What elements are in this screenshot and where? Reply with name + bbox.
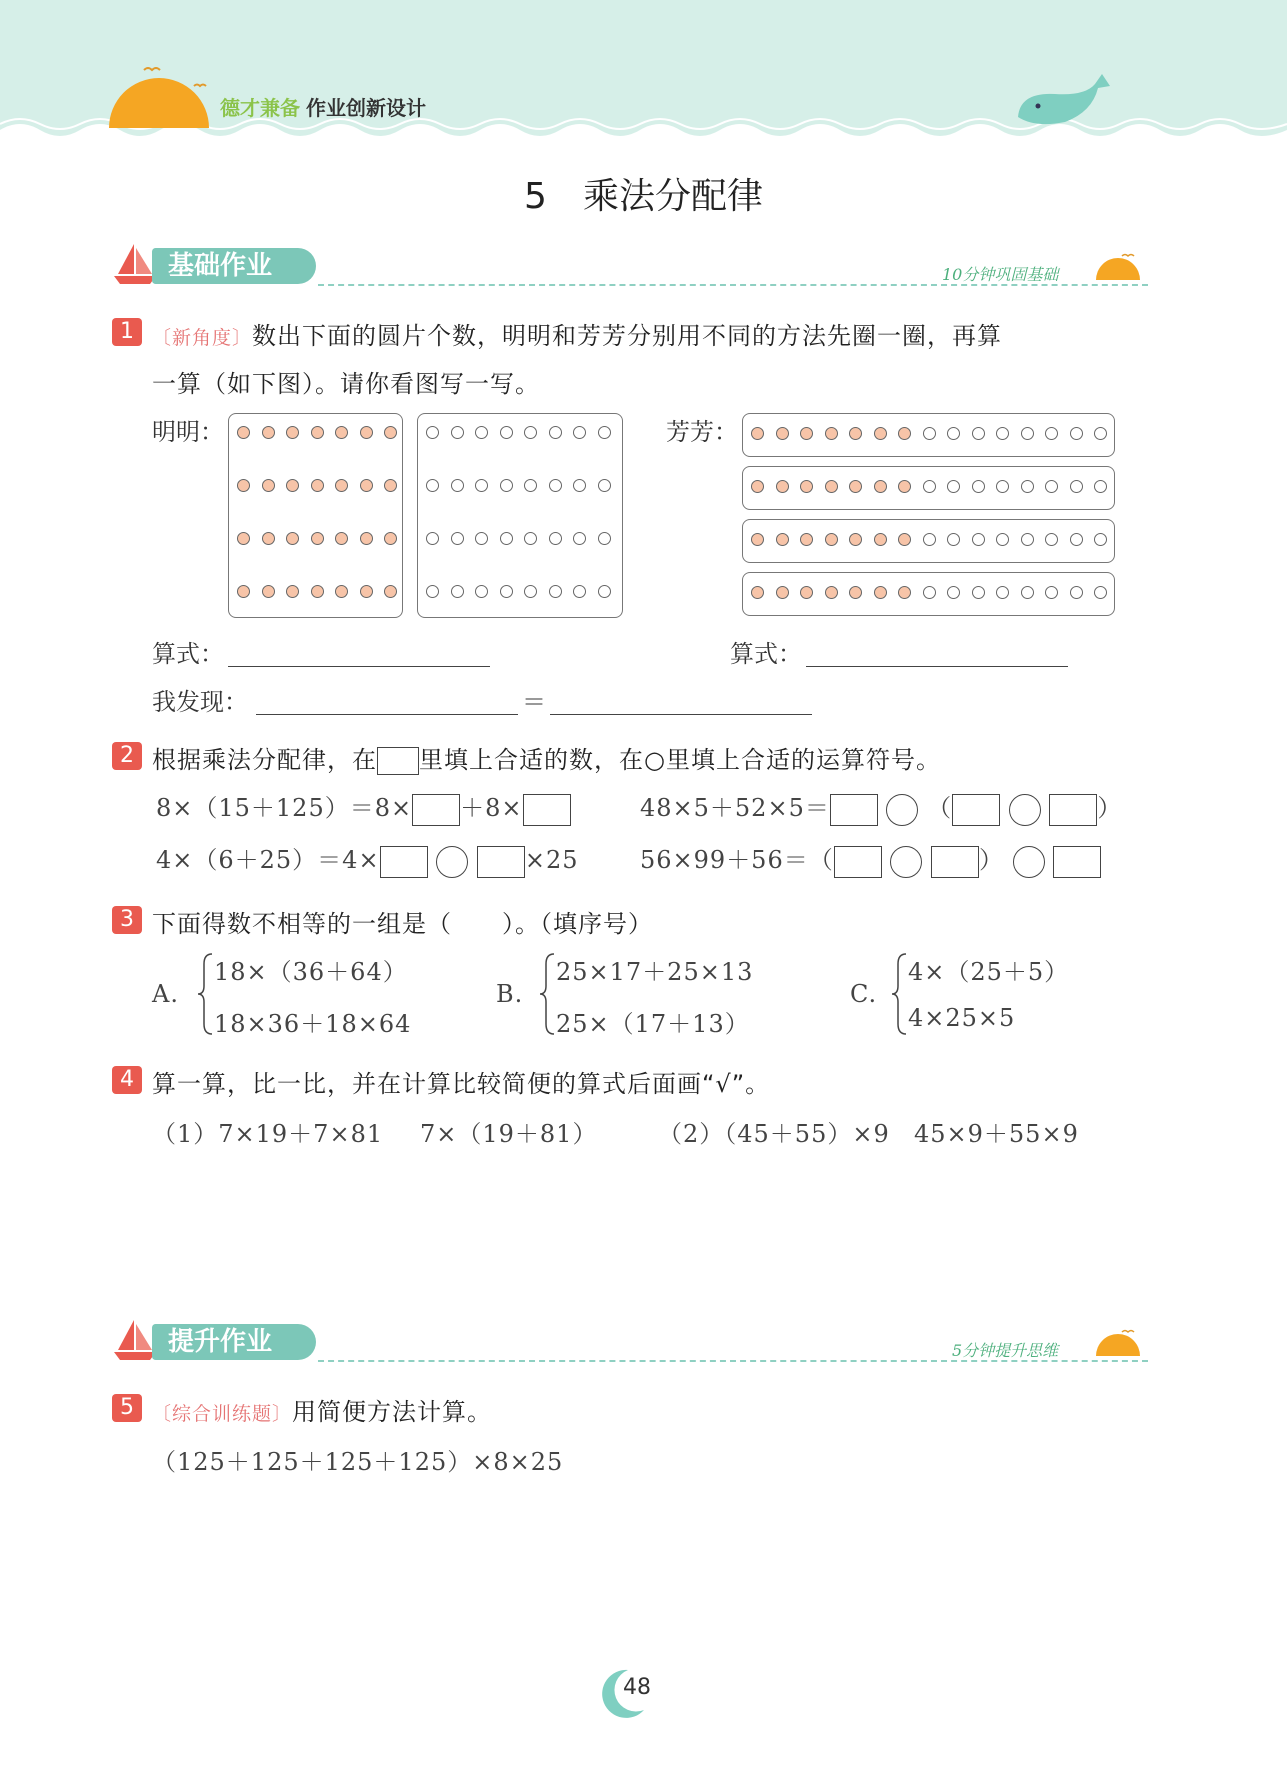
counter-dot: [923, 533, 936, 546]
mingming-group-right: [417, 413, 623, 618]
counter-dot: [874, 427, 887, 440]
fangfang-row: [742, 413, 1115, 457]
counter-dot: [1094, 480, 1107, 493]
counter-dot: [800, 480, 813, 493]
counter-dot: [237, 426, 250, 439]
counter-dot: [776, 480, 789, 493]
counter-dot: [923, 586, 936, 599]
counter-dot: [384, 532, 397, 545]
counter-dot: [751, 427, 764, 440]
counter-dot: [1070, 533, 1083, 546]
counter-dot: [311, 532, 324, 545]
counter-dot: [311, 479, 324, 492]
answer-box[interactable]: [931, 846, 979, 878]
counter-dot: [1021, 427, 1034, 440]
option-label-c: C.: [850, 980, 878, 1008]
operator-circle[interactable]: [890, 846, 922, 878]
mingming-label: 明明：: [152, 418, 224, 446]
question-number: 3: [112, 906, 142, 934]
question-text: 数出下面的圆片个数，明明和芳芳分别用不同的方法先圈一圈，再算: [252, 322, 1003, 350]
operator-circle[interactable]: [1009, 794, 1041, 826]
answer-blank[interactable]: [550, 714, 812, 715]
counter-dot: [1094, 533, 1107, 546]
answer-box[interactable]: [523, 794, 571, 826]
equation-text: ）: [979, 846, 1005, 874]
counter-dot: [898, 427, 911, 440]
counter-dot: [898, 480, 911, 493]
counter-dot: [384, 479, 397, 492]
counter-dot: [262, 426, 275, 439]
counter-dot: [1045, 586, 1058, 599]
counter-dot: [1070, 586, 1083, 599]
answer-box[interactable]: [477, 846, 525, 878]
answer-box[interactable]: [1053, 846, 1101, 878]
equation-text: 8×（15＋125）＝8×: [156, 794, 413, 822]
counter-dot: [947, 427, 960, 440]
counter-dot: [335, 532, 348, 545]
counter-dot: [573, 585, 586, 598]
counter-dot: [573, 479, 586, 492]
counter-dot: [825, 480, 838, 493]
option-c-top: 4×（25＋5）: [908, 958, 1070, 986]
counter-dot: [825, 533, 838, 546]
option-b-top: 25×17＋25×13: [556, 958, 754, 986]
counter-dot: [335, 585, 348, 598]
counter-dot: [573, 532, 586, 545]
counter-dot: [549, 426, 562, 439]
counter-dot: [776, 533, 789, 546]
option-label-a: A.: [152, 980, 179, 1008]
brace-symbol: [890, 952, 910, 1036]
counter-dot: [1045, 533, 1058, 546]
counter-dot: [524, 532, 537, 545]
question-text: 下面得数不相等的一组是（ ）。（填序号）: [152, 910, 653, 938]
counter-dot: [426, 426, 439, 439]
brand-green-text: 德才兼备: [220, 96, 300, 120]
counter-dot: [1021, 480, 1034, 493]
counter-dot: [1045, 480, 1058, 493]
question-tag: 〔综合训练题〕: [152, 1403, 293, 1425]
counter-dot: [1070, 427, 1083, 440]
question-number: 2: [112, 742, 142, 770]
counter-dot: [451, 426, 464, 439]
counter-dot: [286, 532, 299, 545]
counter-dot: [800, 586, 813, 599]
counter-dot: [500, 532, 513, 545]
formula-label: 算式：: [730, 640, 802, 668]
equation-text: ＋8×: [460, 794, 523, 822]
mingming-group-left: [228, 413, 403, 618]
counter-dot: [426, 532, 439, 545]
counter-dot: [874, 480, 887, 493]
counter-dot: [451, 479, 464, 492]
counter-dot: [360, 585, 373, 598]
counter-dot: [335, 426, 348, 439]
fangfang-label: 芳芳：: [666, 418, 738, 446]
counter-dot: [598, 585, 611, 598]
counter-dot: [751, 533, 764, 546]
operator-circle[interactable]: [886, 794, 918, 826]
equation-text: （: [927, 794, 953, 822]
expression: （1）7×19＋7×81: [152, 1120, 384, 1148]
counter-dot: [1070, 480, 1083, 493]
counter-dot: [947, 533, 960, 546]
counter-dot: [1094, 427, 1107, 440]
operator-circle[interactable]: [436, 846, 468, 878]
answer-box[interactable]: [834, 846, 882, 878]
counter-dot: [311, 585, 324, 598]
counter-dot: [549, 532, 562, 545]
counter-dot: [1021, 533, 1034, 546]
equation-text: 56×99＋56＝（: [640, 846, 834, 874]
counter-dot: [996, 586, 1009, 599]
question-text-part: 里填上合适的数，在○里填上合适的运算符号。: [419, 746, 941, 774]
question-text: 用简便方法计算。: [292, 1398, 493, 1426]
counter-dot: [947, 480, 960, 493]
brand-black-text: 作业创新设计: [306, 96, 426, 120]
equation-text: ×25: [524, 846, 579, 874]
expression: 45×9＋55×9: [914, 1120, 1079, 1148]
counter-dot: [475, 426, 488, 439]
equation-row: [156, 840, 579, 878]
answer-blank[interactable]: [806, 666, 1068, 667]
counter-dot: [972, 480, 985, 493]
counter-dot: [524, 479, 537, 492]
sun-icon: [1092, 1326, 1148, 1360]
equation-text: 48×5＋52×5＝: [640, 794, 830, 822]
counter-dot: [898, 533, 911, 546]
counter-dot: [426, 479, 439, 492]
brand-title: [220, 92, 426, 121]
counter-dot: [286, 585, 299, 598]
counter-dot: [262, 479, 275, 492]
counter-dot: [237, 479, 250, 492]
counter-dot: [874, 533, 887, 546]
counter-dot: [262, 585, 275, 598]
equals-sign: ＝: [522, 688, 546, 716]
answer-blank[interactable]: [228, 666, 490, 667]
counter-dot: [972, 427, 985, 440]
counter-dot: [923, 480, 936, 493]
discover-label: 我发现：: [152, 688, 248, 716]
counter-dot: [972, 533, 985, 546]
whale-icon: [1010, 72, 1120, 132]
option-label-b: B.: [496, 980, 524, 1008]
operator-circle[interactable]: [1013, 846, 1045, 878]
brace-symbol: [196, 952, 216, 1036]
equation-row: [640, 840, 1101, 878]
counter-dot: [549, 479, 562, 492]
fangfang-row: [742, 466, 1115, 510]
counter-dot: [475, 479, 488, 492]
inline-box-symbol: [377, 747, 419, 775]
counter-dot: [996, 533, 1009, 546]
counter-dot: [360, 479, 373, 492]
sun-icon: [1092, 250, 1148, 284]
equation-text: ）: [1097, 794, 1123, 822]
counter-dot: [800, 427, 813, 440]
counter-dot: [751, 586, 764, 599]
answer-box[interactable]: [830, 794, 878, 826]
counter-dot: [849, 427, 862, 440]
counter-dot: [776, 427, 789, 440]
option-c-bottom: 4×25×5: [908, 1004, 1016, 1032]
counter-dot: [923, 427, 936, 440]
counter-dot: [475, 532, 488, 545]
counter-dot: [384, 426, 397, 439]
counter-dot: [524, 426, 537, 439]
question-text: 算一算，比一比，并在计算比较简便的算式后面画“√”。: [152, 1070, 771, 1098]
counter-dot: [286, 426, 299, 439]
counter-dot: [524, 585, 537, 598]
option-a-bottom: 18×36＋18×64: [214, 1010, 412, 1038]
counter-dot: [598, 532, 611, 545]
formula-label: 算式：: [152, 640, 224, 668]
counter-dot: [311, 426, 324, 439]
counter-dot: [849, 586, 862, 599]
counter-dot: [1045, 427, 1058, 440]
expression: （2）（45＋55）×9: [658, 1120, 890, 1148]
counter-dot: [573, 426, 586, 439]
question-tag: 〔新角度〕: [152, 327, 253, 349]
sun-icon: [104, 60, 214, 130]
fangfang-row: [742, 572, 1115, 616]
counter-dot: [360, 426, 373, 439]
brace-symbol: [538, 952, 558, 1036]
question-text: [152, 740, 941, 775]
expression: （125＋125＋125＋125）×8×25: [152, 1448, 564, 1476]
question-number: 1: [112, 318, 142, 346]
question-number: 4: [112, 1066, 142, 1094]
counter-dot: [598, 426, 611, 439]
counter-dot: [475, 585, 488, 598]
counter-dot: [549, 585, 562, 598]
counter-dot: [598, 479, 611, 492]
counter-dot: [262, 532, 275, 545]
counter-dot: [500, 585, 513, 598]
counter-dot: [776, 586, 789, 599]
answer-blank[interactable]: [256, 714, 518, 715]
option-b-bottom: 25×（17＋13）: [556, 1010, 750, 1038]
counter-dot: [825, 427, 838, 440]
counter-dot: [451, 585, 464, 598]
counter-dot: [996, 427, 1009, 440]
question-number: 5: [112, 1394, 142, 1422]
question-text-part: 根据乘法分配律，在: [152, 746, 377, 774]
counter-dot: [751, 480, 764, 493]
counter-dot: [1021, 586, 1034, 599]
equation-row: [640, 788, 1122, 826]
counter-dot: [947, 586, 960, 599]
section-banner-advanced: 提升作业: [152, 1324, 316, 1360]
equation-text: 4×（6＋25）＝4×: [156, 846, 380, 874]
section-note-basic: 10分钟巩固基础: [942, 265, 1059, 284]
answer-box[interactable]: [380, 846, 428, 878]
counter-dot: [996, 480, 1009, 493]
expression: 7×（19＋81）: [420, 1120, 598, 1148]
section-note-advanced: 5分钟提升思维: [952, 1341, 1059, 1360]
counter-dot: [898, 586, 911, 599]
page-title: 5 乘法分配律: [524, 176, 763, 217]
counter-dot: [825, 586, 838, 599]
counter-dot: [972, 586, 985, 599]
page-number: 48: [623, 1675, 651, 1700]
counter-dot: [849, 480, 862, 493]
fangfang-row: [742, 519, 1115, 563]
option-a-top: 18×（36＋64）: [214, 958, 408, 986]
counter-dot: [360, 532, 373, 545]
counter-dot: [500, 479, 513, 492]
counter-dot: [849, 533, 862, 546]
counter-dot: [500, 426, 513, 439]
section-banner-basic: 基础作业: [152, 248, 316, 284]
counter-dot: [874, 586, 887, 599]
counter-dot: [384, 585, 397, 598]
equation-row: [156, 788, 571, 826]
counter-dot: [237, 585, 250, 598]
counter-dot: [335, 479, 348, 492]
counter-dot: [451, 532, 464, 545]
counter-dot: [1094, 586, 1107, 599]
question-text: 一算（如下图）。请你看图写一写。: [152, 370, 540, 398]
answer-box[interactable]: [952, 794, 1000, 826]
answer-box[interactable]: [412, 794, 460, 826]
counter-dot: [286, 479, 299, 492]
counter-dot: [800, 533, 813, 546]
counter-dot: [237, 532, 250, 545]
counter-dot: [426, 585, 439, 598]
answer-box[interactable]: [1049, 794, 1097, 826]
